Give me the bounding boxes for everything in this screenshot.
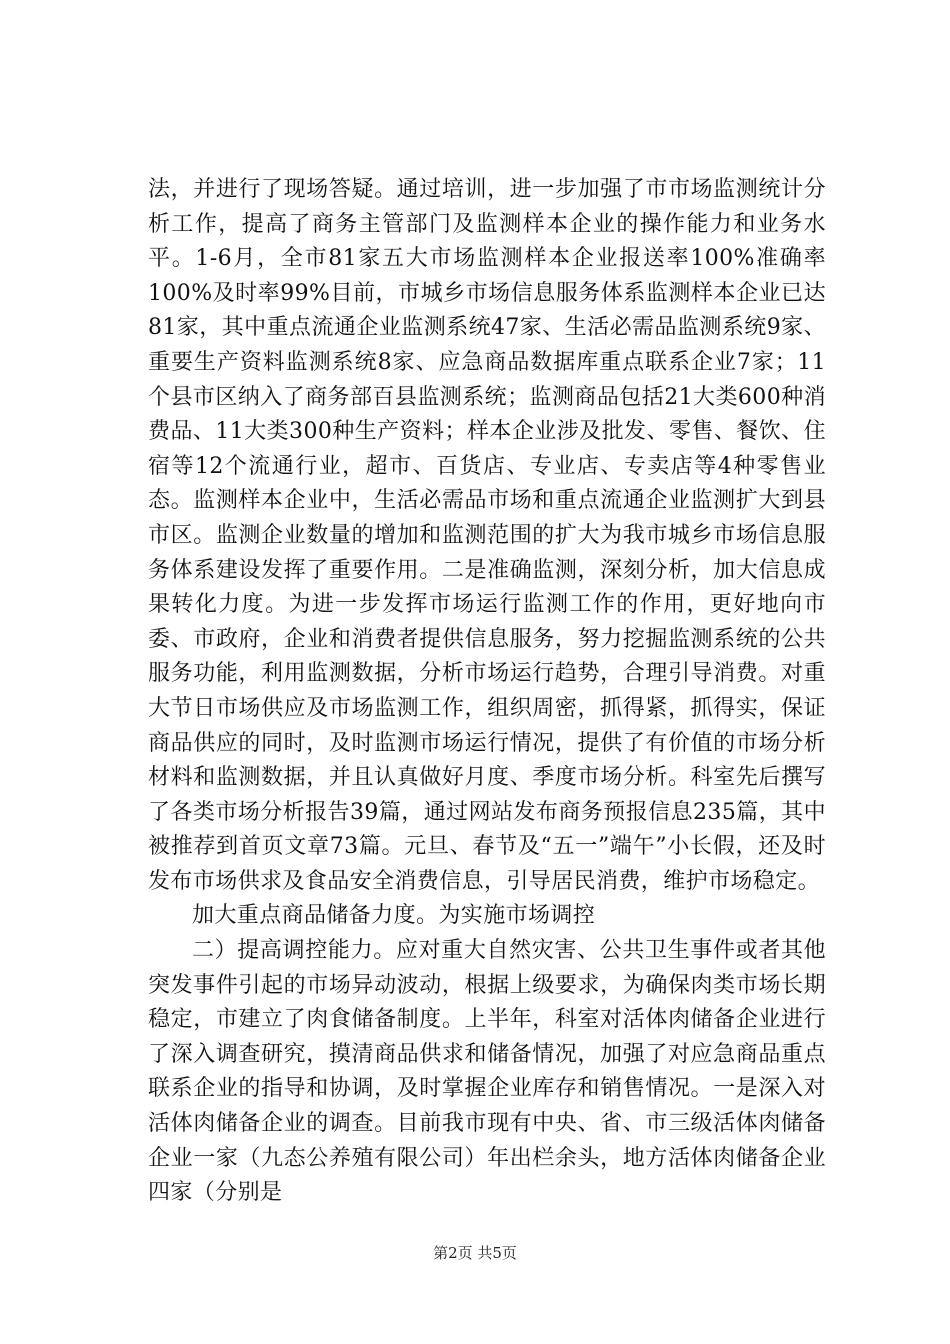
page-footer: 第2页 共5页 (433, 1244, 517, 1262)
paragraph-1: 法，并进行了现场答疑。通过培训，进一步加强了市市场监测统计分析工作，提高了商务主管部门及监测样本企业的操作能力和业务水平。1-6月，全市81家五大市场监测样本企业报送率100%准确率100%及时率99%目前，市城乡市场信息服务体系监测样本企业已达81家，其中重点流通企业监测系统47家、生活必需品监测系统9家、重要生产资料监测系统8家、应急商品数据库重点联系企业7家；11个县市区纳入了商务部百县监测系统；监测商品包括21大类600种消费品、11大类300种生产资料；样本企业涉及批发、零售、餐饮、住宿等12个流通行业，超市、百货店、专业店、专卖店等4种零售业态。监测样本企业中，生活必需品市场和重点流通企业监测扩大到县市区。监测企业数量的增加和监测范围的扩大为我市城乡市场信息服务体系建设发挥了重要作用。二是准确监测，深刻分析，加大信息成果转化力度。为进一步发挥市场运行监测工作的作用，更好地向市委、市政府，企业和消费者提供信息服务，努力挖掘监测系统的公共服务功能，利用监测数据，分析市场运行趋势，合理引导消费。对重大节日市场供应及市场监测工作，组织周密，抓得紧，抓得实，保证商品供应的同时，及时监测市场运行情况，提供了有价值的市场分析材料和监测数据，并且认真做好月度、季度市场分析。科室先后撰写了各类市场分析报告39篇，通过网站发布商务预报信息235篇，其中被推荐到首页文章73篇。元旦、春节及“五一”端午”小长假，还及时发布市场供求及食品安全消费信息，引导居民消费，维护市场稳定。 (148, 177, 826, 894)
document-body (148, 173, 826, 1211)
paragraph-2: 加大重点商品储备力度。为实施市场调控 (192, 903, 596, 929)
paragraph-3: 二）提高调控能力。应对重大自然灾害、公共卫生事件或者其他突发事件引起的市场异动波动，根据上级要求，为确保肉类市场长期稳定，市建立了肉食储备制度。上半年，科室对活体肉储备企业进行了深入调查研究，摸清商品供求和储备情况，加强了对应急商品重点联系企业的指导和协调，及时掌握企业库存和销售情况。一是深入对活体肉储备企业的调查。目前我市现有中央、省、市三级活体肉储备企业一家（九态公养殖有限公司）年出栏余头，地方活体肉储备企业四家（分别是 (148, 938, 826, 1206)
